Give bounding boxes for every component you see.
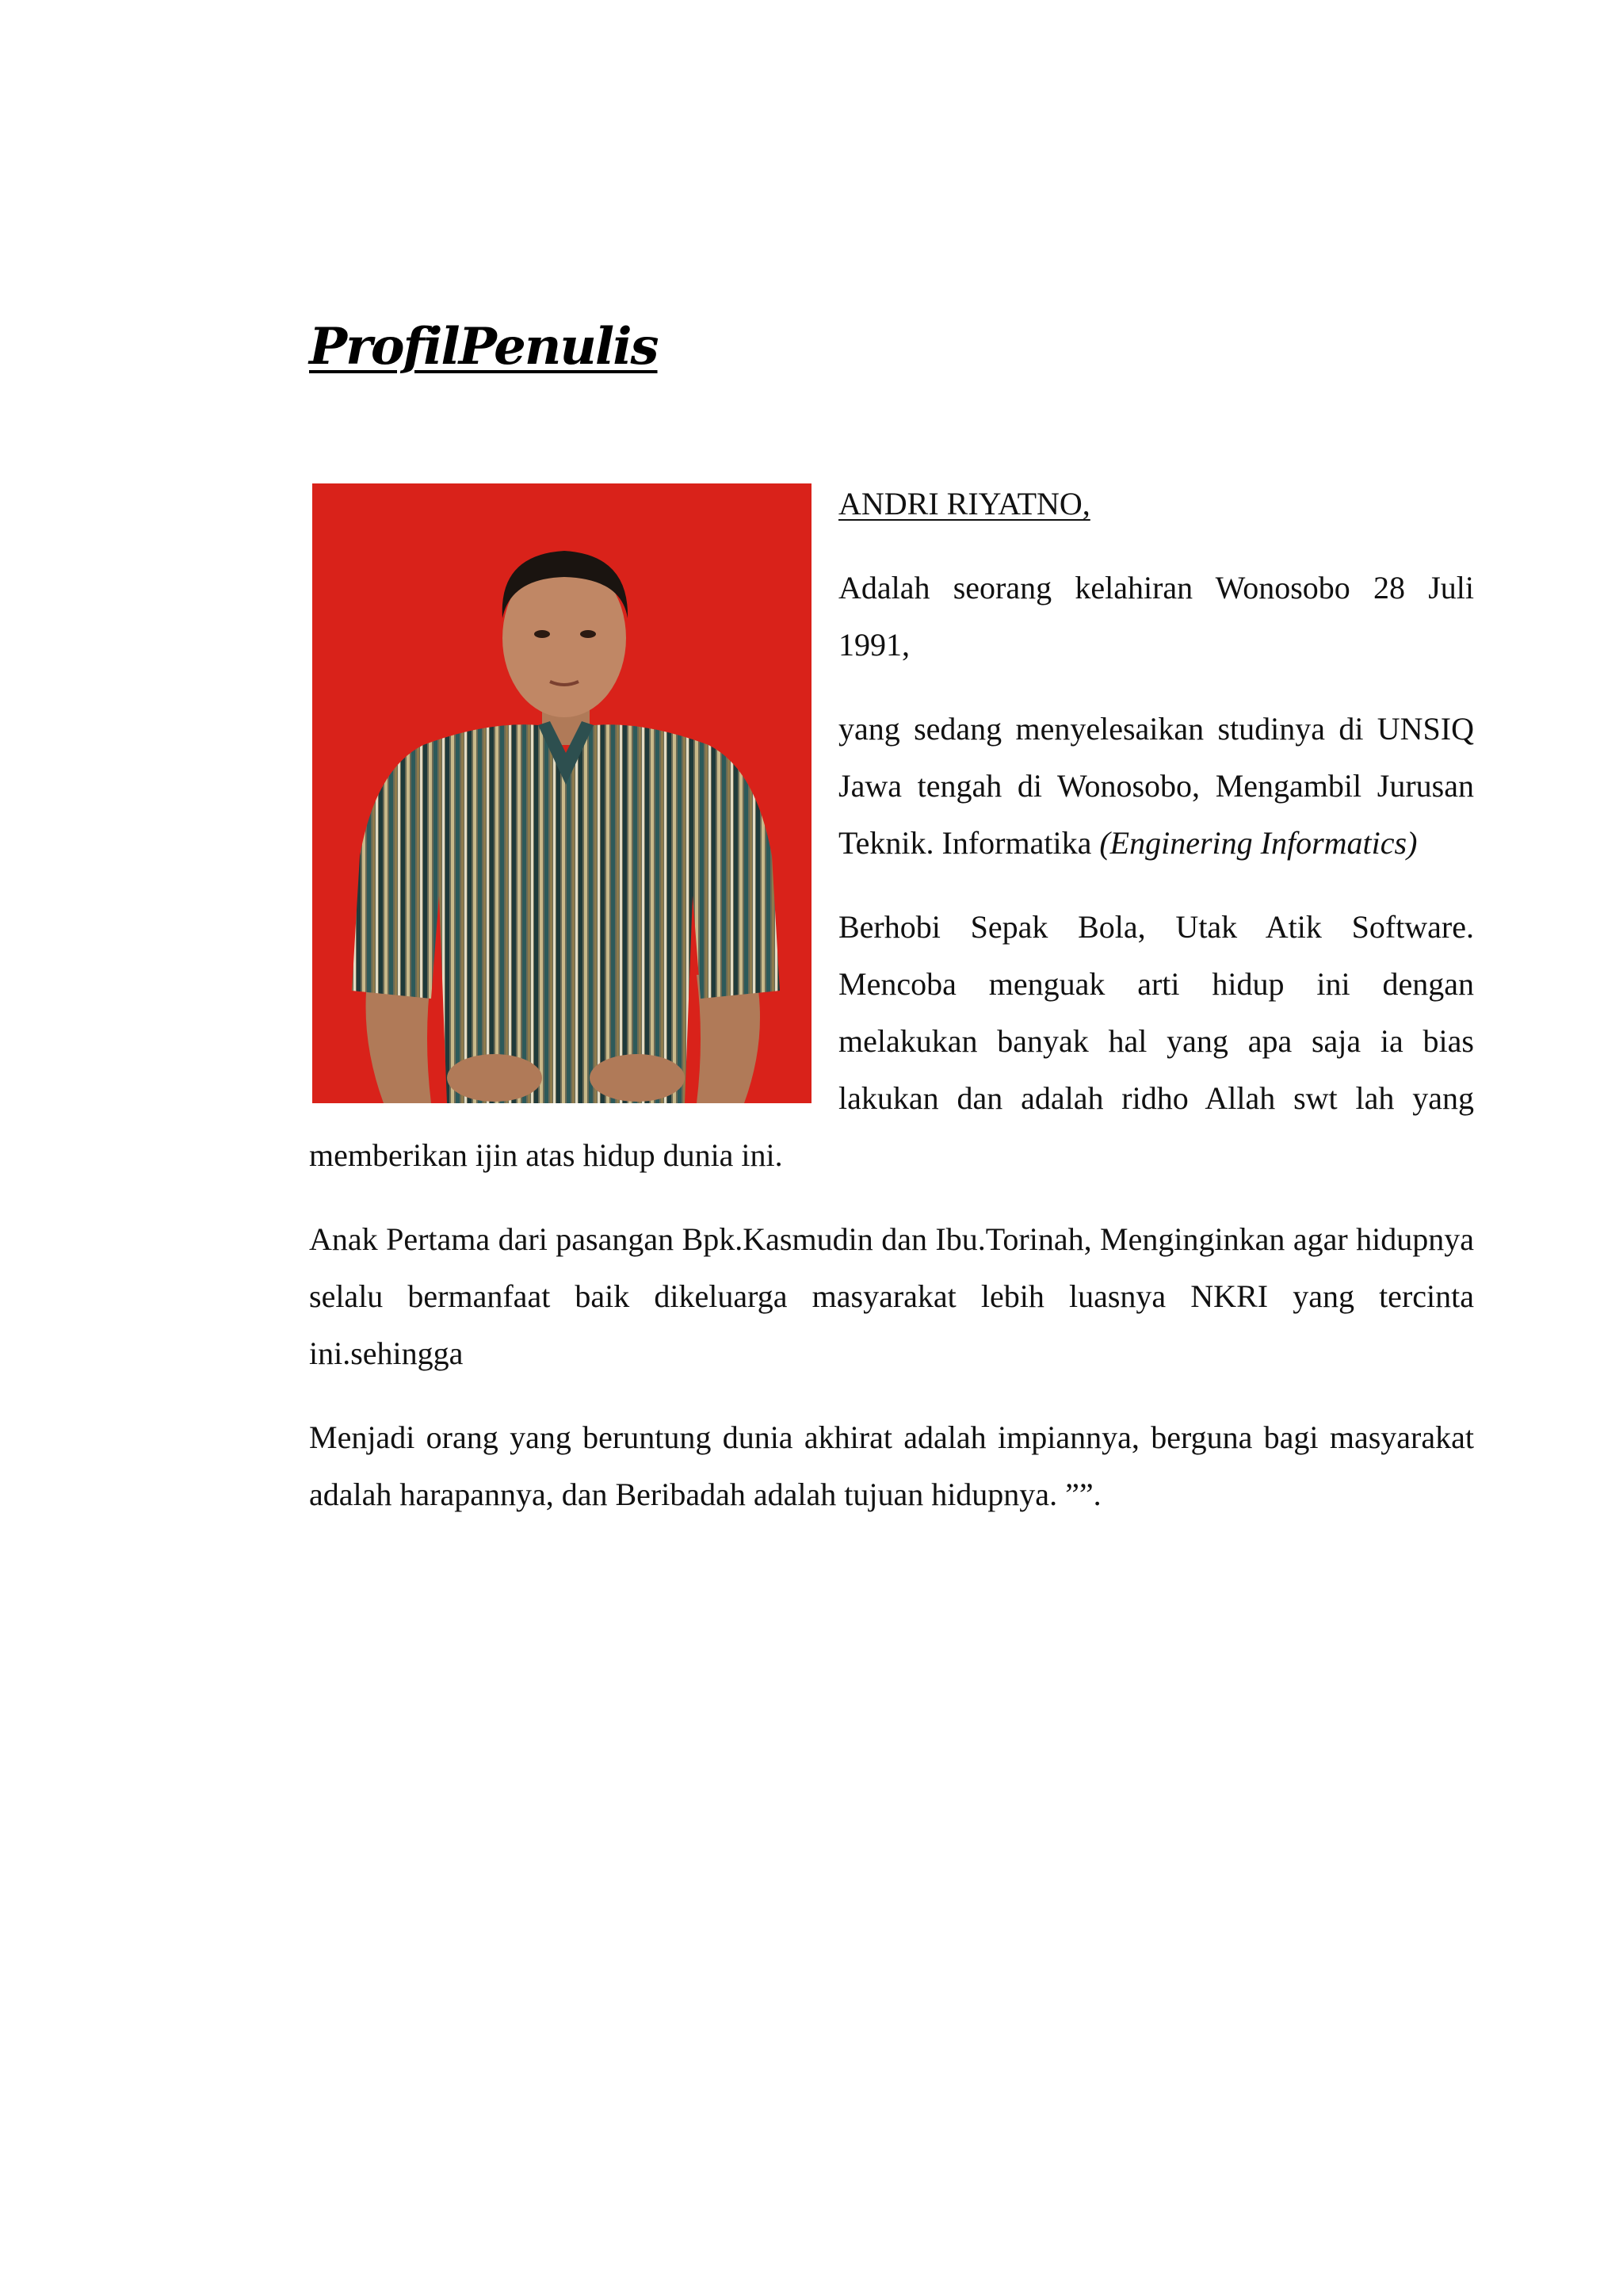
paragraph-hobby: Berhobi Sepak Bola, Utak Atik Software. Mencoba menguak arti hidup ini dengan melakukan banyak hal yang apa saja ia bias lakukan dan adalah ridho Allah swt lah yang memberikan ijin atas hidup dunia ini. <box>309 909 1474 1173</box>
author-name-text: ANDRI RIYATNO, <box>838 486 1090 521</box>
paragraph-study-italic: (Enginering Informatics) <box>1099 825 1418 861</box>
paragraph-birth: Adalah seorang kelahiran Wonosobo 28 Juli 1991, <box>838 570 1474 663</box>
paragraph-goal: Menjadi orang yang beruntung dunia akhirat adalah impiannya, berguna bagi masyarakat adalah harapannya, dan Beribadah adalah tujuan hidupnya. ””. <box>309 1419 1474 1512</box>
profile-content <box>309 476 1474 1550</box>
author-portrait-icon <box>312 483 812 1103</box>
paragraph-family: Anak Pertama dari pasangan Bpk.Kasmudin dan Ibu.Torinah, Menginginkan agar hidupnya selalu bermanfaat baik dikeluarga masyarakat lebih luasnya NKRI yang tercinta ini.sehingga <box>309 1221 1474 1371</box>
page-title: ProfilPenulis <box>309 317 658 376</box>
author-photo <box>312 483 812 1103</box>
paragraph-study-text: yang sedang menyelesaikan studinya di UNSIQ Jawa tengah di Wonosobo, Mengambil Jurusan Teknik. Informatika <box>838 711 1474 861</box>
